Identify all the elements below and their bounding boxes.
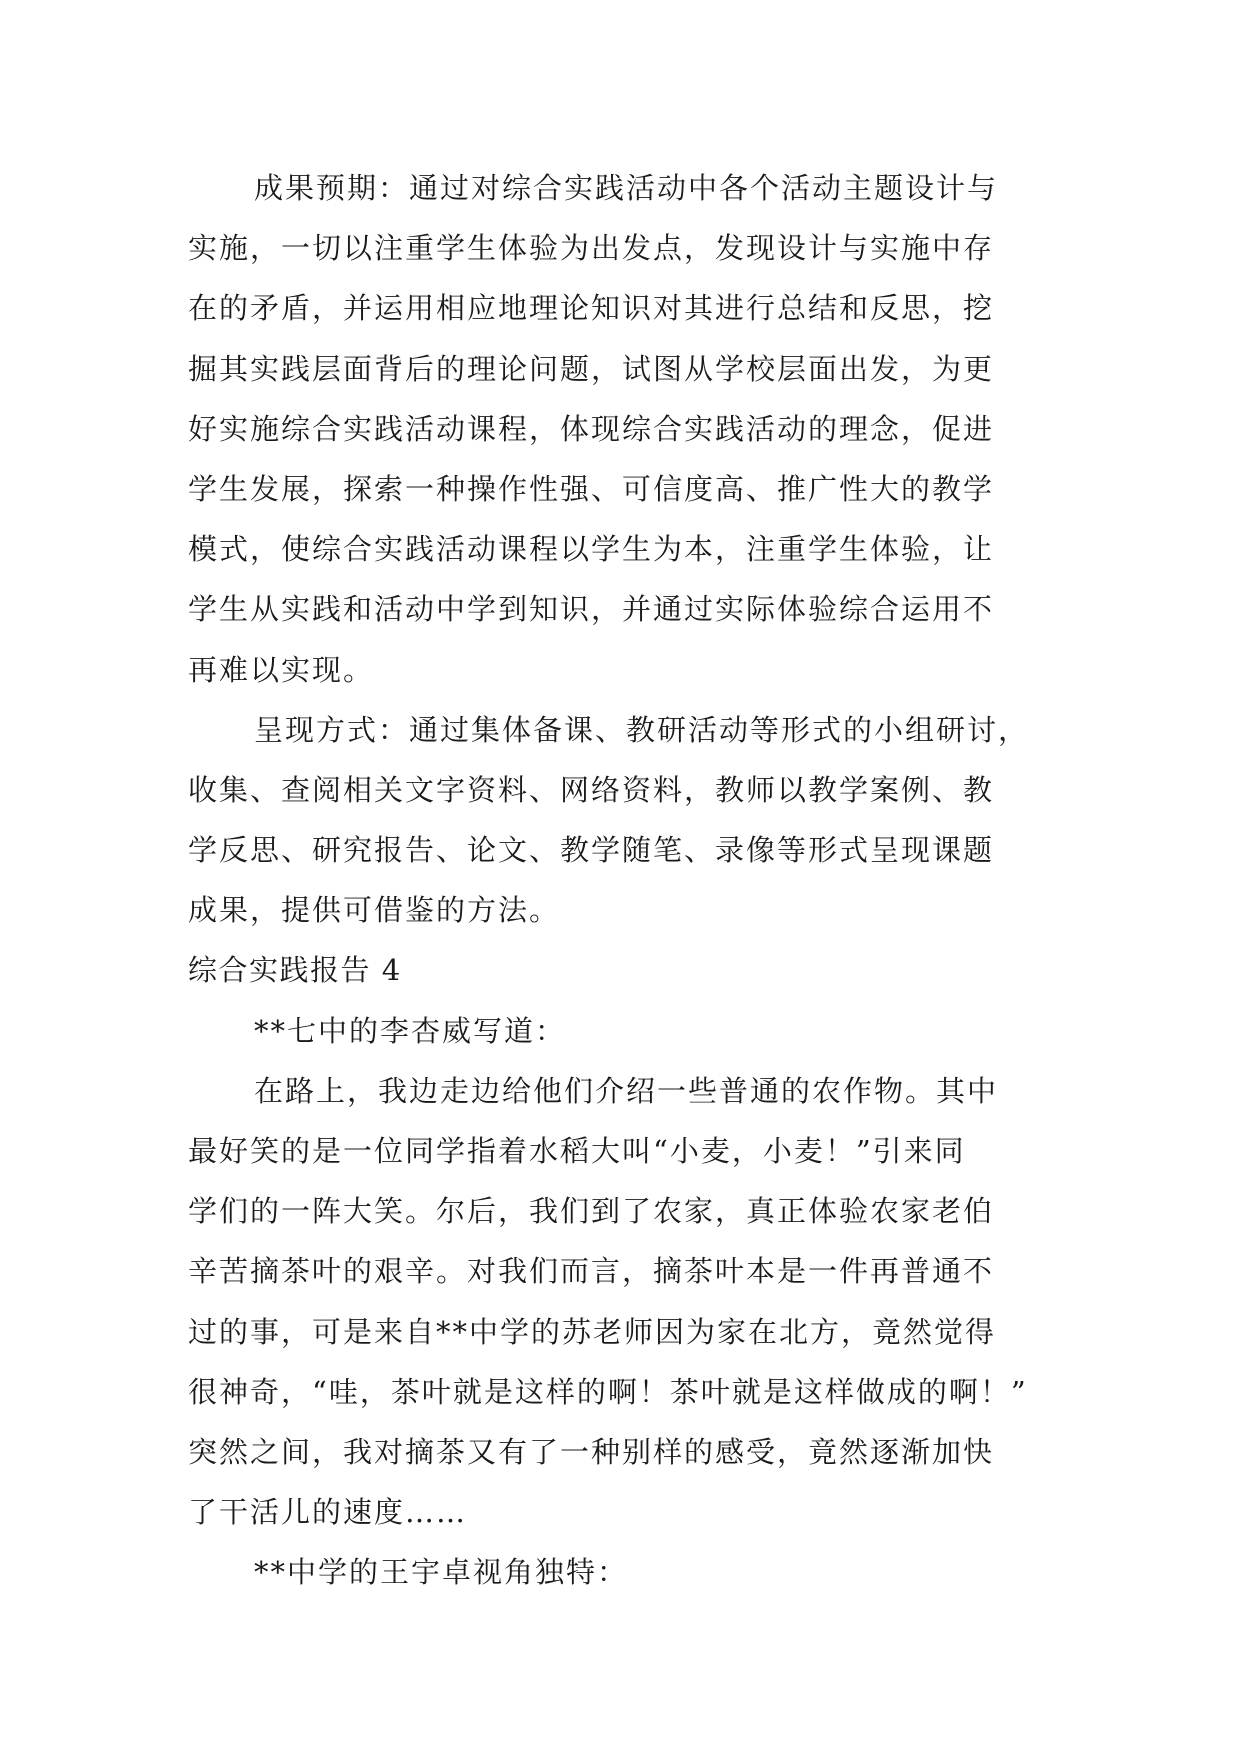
section-heading-line: 综合实践报告 4 <box>188 953 402 988</box>
text-line: 学反思、研究报告、论文、教学随笔、录像等形式呈现课题 <box>188 833 995 868</box>
text-line: 实施，一切以注重学生体验为出发点，发现设计与实施中存 <box>188 231 995 266</box>
text-line: **七中的李杏威写道： <box>254 1013 567 1048</box>
text-line: 模式，使综合实践活动课程以学生为本，注重学生体验，让 <box>188 532 995 567</box>
text-line: 成果预期：通过对综合实践活动中各个活动主题设计与 <box>254 171 999 205</box>
paragraph-wang-yuzhuo-intro <box>188 1542 1054 1602</box>
text-line: 再难以实现。 <box>188 652 375 687</box>
text-line: **中学的王宇卓视角独特： <box>254 1555 629 1590</box>
text-line: 收集、查阅相关文字资料、网络资料，教师以教学案例、教 <box>188 772 995 807</box>
section-heading-report-4 <box>188 940 1054 1000</box>
text-line: 在路上，我边走边给他们介绍一些普通的农作物。其中 <box>254 1073 999 1108</box>
text-line: 学生发展，探索一种操作性强、可信度高、推广性大的教学 <box>188 471 995 506</box>
paragraph-presentation-method <box>188 700 1054 941</box>
text-line: 掘其实践层面背后的理论问题，试图从学校层面出发，为更 <box>188 351 995 386</box>
text-line: 很神奇，“哇，茶叶就是这样的啊！茶叶就是这样做成的啊！” <box>188 1374 1028 1409</box>
text-line: 学生从实践和活动中学到知识，并通过实际体验综合运用不 <box>188 592 995 627</box>
text-line: 过的事，可是来自**中学的苏老师因为家在北方，竟然觉得 <box>188 1314 997 1349</box>
document-body <box>188 158 1054 1603</box>
text-line: 了干活儿的速度…… <box>188 1495 468 1530</box>
text-line: 呈现方式：通过集体备课、教研活动等形式的小组研讨， <box>254 712 1030 747</box>
text-line: 好实施综合实践活动课程，体现综合实践活动的理念，促进 <box>188 411 995 446</box>
text-line: 辛苦摘茶叶的艰辛。对我们而言，摘茶叶本是一件再普通不 <box>188 1254 995 1289</box>
text-line: 在的矛盾，并运用相应地理论知识对其进行总结和反思，挖 <box>188 291 995 326</box>
text-line: 最好笑的是一位同学指着水稻大叫“小麦，小麦！”引来同 <box>188 1134 966 1168</box>
text-line: 突然之间，我对摘茶又有了一种别样的感受，竟然逐渐加快 <box>188 1434 995 1469</box>
text-line: 成果，提供可借鉴的方法。 <box>188 893 561 928</box>
text-line: 学们的一阵大笑。尔后，我们到了农家，真正体验农家老伯 <box>188 1194 995 1229</box>
paragraph-li-xingwei-intro <box>188 1001 1054 1061</box>
paragraph-on-the-road <box>188 1061 1054 1543</box>
paragraph-expected-results <box>188 158 1054 700</box>
